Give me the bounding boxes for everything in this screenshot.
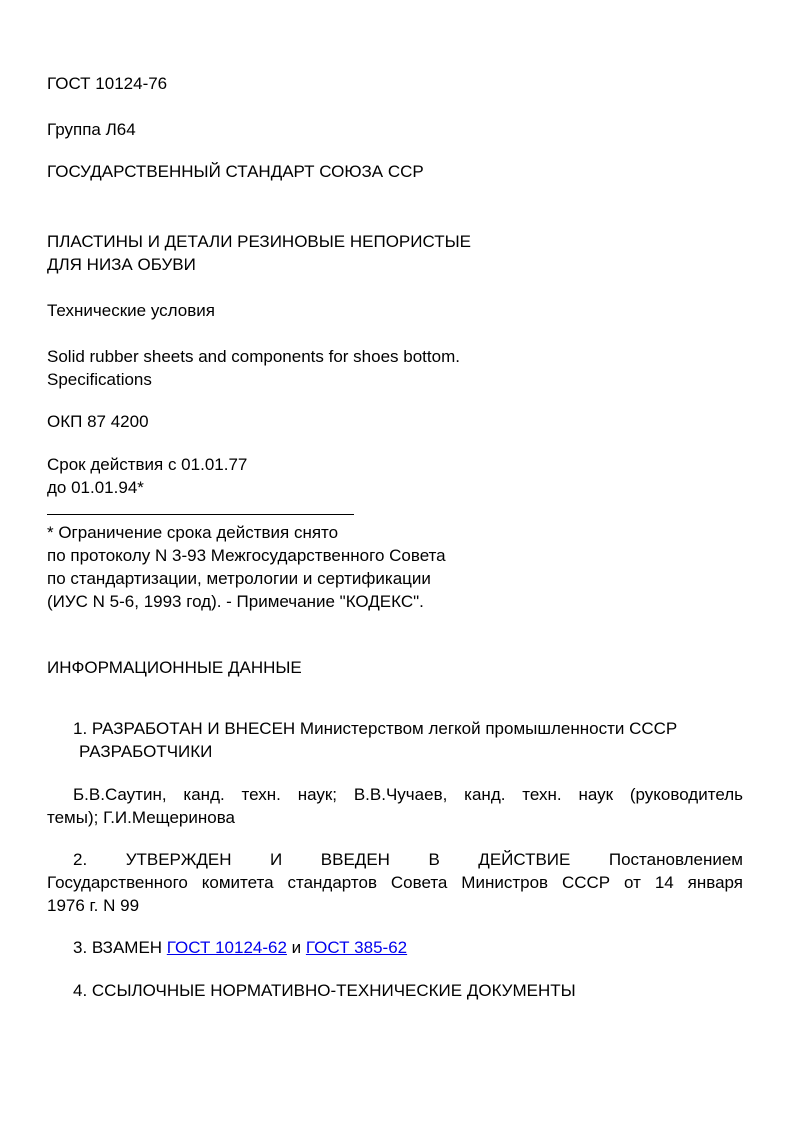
footnote-line-2: по протоколу N 3-93 Межгосударственного Совета — [47, 546, 446, 565]
footnote-line-3: по стандартизации, метрологии и сертификации — [47, 569, 431, 588]
info-item-1-line-1: 1. РАЗРАБОТАН И ВНЕСЕН Министерством легкой промышленности СССР — [73, 719, 678, 738]
info-heading: ИНФОРМАЦИОННЫЕ ДАННЫЕ — [47, 658, 302, 677]
info-item-1 — [73, 717, 677, 763]
doc-title-line-2: ДЛЯ НИЗА ОБУВИ — [47, 255, 196, 274]
gost-385-62-link[interactable]: ГОСТ 385-62 — [305, 938, 408, 957]
gost-10124-62-link[interactable]: ГОСТ 10124-62 — [166, 938, 287, 957]
info-item-3 — [73, 936, 407, 959]
doc-subtitle: Технические условия — [47, 301, 215, 320]
footnote — [47, 521, 446, 613]
english-title — [47, 345, 460, 391]
english-title-line-1: Solid rubber sheets and components for shoes bottom. — [47, 347, 460, 366]
info-item-3-conjunction: и — [286, 938, 306, 957]
validity-line-2: до 01.01.94* — [47, 478, 144, 497]
info-item-1-line-2: РАЗРАБОТЧИКИ — [79, 742, 213, 761]
doc-group: Группа Л64 — [47, 120, 136, 139]
doc-number: ГОСТ 10124-76 — [47, 74, 168, 93]
authors-line-1: Б.В.Саутин, канд. техн. наук; В.В.Чучаев, канд. техн. наук (руководитель — [73, 785, 743, 804]
okp-code: ОКП 87 4200 — [47, 412, 149, 431]
footnote-line-4: (ИУС N 5-6, 1993 год). - Примечание "КОДЕКС". — [47, 592, 424, 611]
info-item-2 — [47, 848, 743, 917]
info-item-2-line-3: 1976 г. N 99 — [47, 896, 140, 915]
authors-line-2: темы); Г.И.Мещеринова — [47, 808, 236, 827]
authors-paragraph — [47, 783, 743, 829]
info-item-4: 4. ССЫЛОЧНЫЕ НОРМАТИВНО-ТЕХНИЧЕСКИЕ ДОКУМЕНТЫ — [73, 981, 576, 1000]
doc-title — [47, 230, 471, 276]
validity-period — [47, 453, 247, 499]
validity-line-1: Срок действия с 01.01.77 — [47, 455, 248, 474]
info-item-3-prefix: 3. ВЗАМЕН — [73, 938, 167, 957]
english-title-line-2: Specifications — [47, 370, 152, 389]
info-item-2-line-2: Государственного комитета стандартов Совета Министров СССР от 14 января — [47, 873, 743, 892]
standard-org: ГОСУДАРСТВЕННЫЙ СТАНДАРТ СОЮЗА ССР — [47, 162, 424, 181]
info-item-2-line-1: 2. УТВЕРЖДЕН И ВВЕДЕН В ДЕЙСТВИЕ Постановлением — [73, 850, 743, 869]
footnote-divider — [47, 514, 354, 515]
doc-title-line-1: ПЛАСТИНЫ И ДЕТАЛИ РЕЗИНОВЫЕ НЕПОРИСТЫЕ — [47, 232, 471, 251]
footnote-line-1: * Ограничение срока действия снято — [47, 523, 339, 542]
